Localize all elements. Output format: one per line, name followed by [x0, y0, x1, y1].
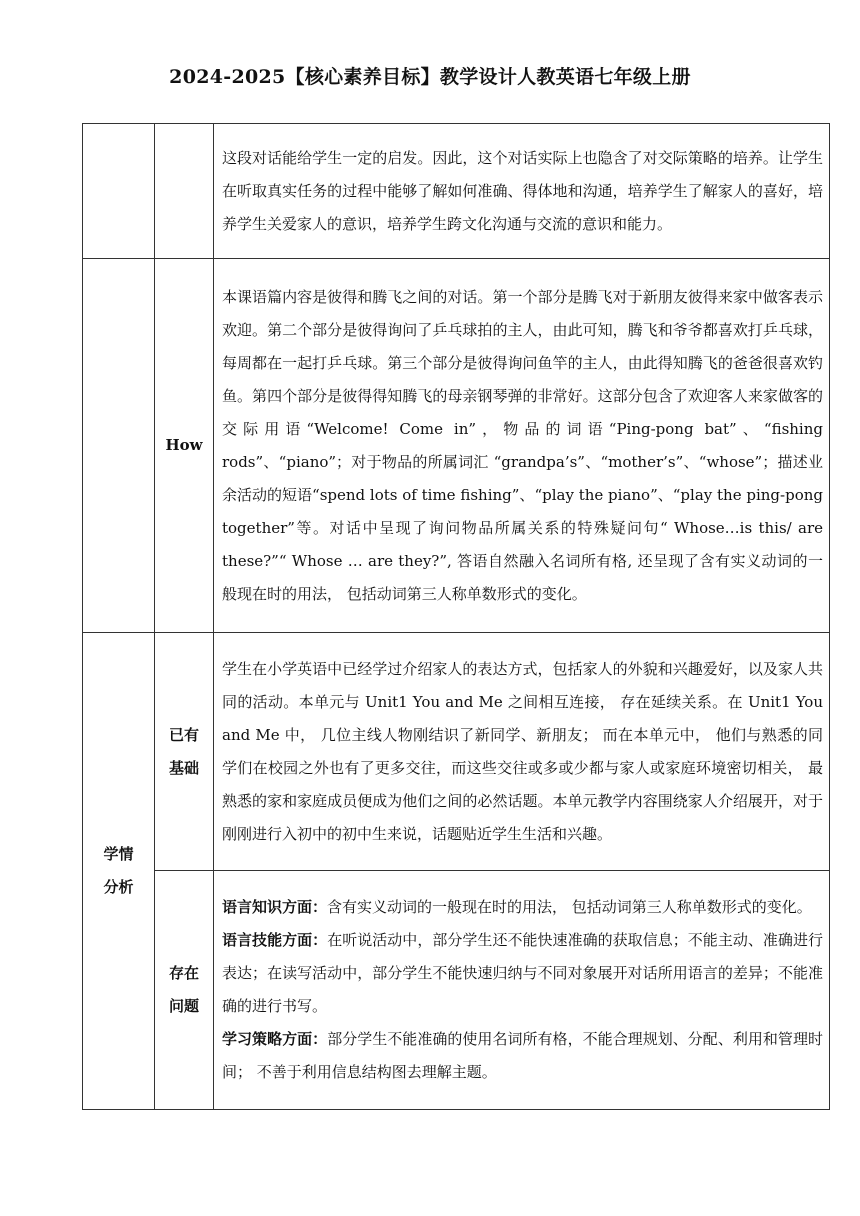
problem-heading-knowledge: 语言知识方面： [222, 898, 328, 916]
empty-section-cell [83, 124, 155, 259]
table-row-how-top [83, 124, 830, 259]
problems-label: 存在问题 [168, 964, 199, 1015]
problem-text-strategy: 部分学生不能准确的使用名词所有格，不能合理规划、分配、利用和管理时间； 不善于利用信息结构图去理解主题。 [222, 1030, 823, 1081]
empty-section-cell-2 [83, 259, 155, 633]
problems-label-cell [155, 871, 214, 1110]
document-title: 2024-2025【核心素养目标】教学设计人教英语七年级上册 [169, 66, 691, 88]
how-top-text: 这段对话能给学生一定的启发。因此，这个对话实际上也隐含了对交际策略的培养。让学生在听取真实任务的过程中能够了解如何准确、得体地和沟通，培养学生了解家人的喜好，培养学生关爱家人的意识，培养学生跨文化沟通与交流的意识和能力。 [214, 124, 830, 259]
lesson-design-table [82, 123, 830, 1110]
how-label-cell-empty [155, 124, 214, 259]
problem-heading-strategy: 学习策略方面： [222, 1030, 328, 1048]
problem-text-skills: 在听说活动中，部分学生还不能快速准确的获取信息；不能主动、准确进行表达；在读写活动中，部分学生不能快速归纳与不同对象展开对话所用语言的差异；不能准确的进行书写。 [222, 931, 823, 1015]
problem-item-knowledge [222, 891, 823, 924]
problem-item-skills [222, 924, 823, 1023]
basis-label-cell [155, 633, 214, 871]
basis-text: 学生在小学英语中已经学过介绍家人的表达方式，包括家人的外貌和兴趣爱好，以及家人共同的活动。本单元与 Unit1 You and Me 之间相互连接， 存在延续关系。在 Unit1 You and Me 中， 几位主线人物刚结识了新同学、新朋友； 而在本单元中， 他们与熟悉的同学们在校园之外也有了更多交往，而这些交往或多或少都与家人或家庭环境密切相关， 最熟悉的家和家庭成员便成为他们之间的必然话题。本单元教学内容围绕家人介绍展开，对于刚刚进行入初中的初中生来说，话题贴近学生生活和兴趣。 [214, 633, 830, 871]
how-label: How [155, 259, 214, 633]
section-label-xueqing [83, 633, 155, 1110]
table-row-basis [83, 633, 830, 871]
section-label-text: 学情分析 [103, 845, 134, 896]
how-main-text: 本课语篇内容是彼得和腾飞之间的对话。第一个部分是腾飞对于新朋友彼得来家中做客表示欢迎。第二个部分是彼得询问了乒乓球拍的主人，由此可知，腾飞和爷爷都喜欢打乒乓球，每周都在一起打乒乓球。第三个部分是彼得询问鱼竿的主人，由此得知腾飞的爸爸很喜欢钓鱼。第四个部分是彼得得知腾飞的母亲钢琴弹的非常好。这部分包含了欢迎客人来家做客的交际用语“Welcome! Come in”，物品的词语“Ping-pong bat”、“fishing rods”、“piano”；对于物品的所属词汇 “grandpa’s”、“mother’s”、“whose”；描述业余活动的短语“spend lots of time fishing”、“play the piano”、“play the ping-pong together”等。对话中呈现了询问物品所属关系的特殊疑问句“ Whose…is this/ are these?”“ Whose … are they?”, 答语自然融入名词所有格, 还呈现了含有实义动词的一般现在时的用法， 包括动词第三人称单数形式的变化。 [214, 259, 830, 633]
table-row-problems [83, 871, 830, 1110]
table-row-how-main [83, 259, 830, 633]
basis-label: 已有基础 [168, 725, 199, 777]
problems-text-cell [214, 871, 830, 1110]
problem-text-knowledge: 含有实义动词的一般现在时的用法， 包括动词第三人称单数形式的变化。 [327, 898, 812, 916]
problem-heading-skills: 语言技能方面： [222, 931, 328, 949]
problem-item-strategy [222, 1023, 823, 1089]
